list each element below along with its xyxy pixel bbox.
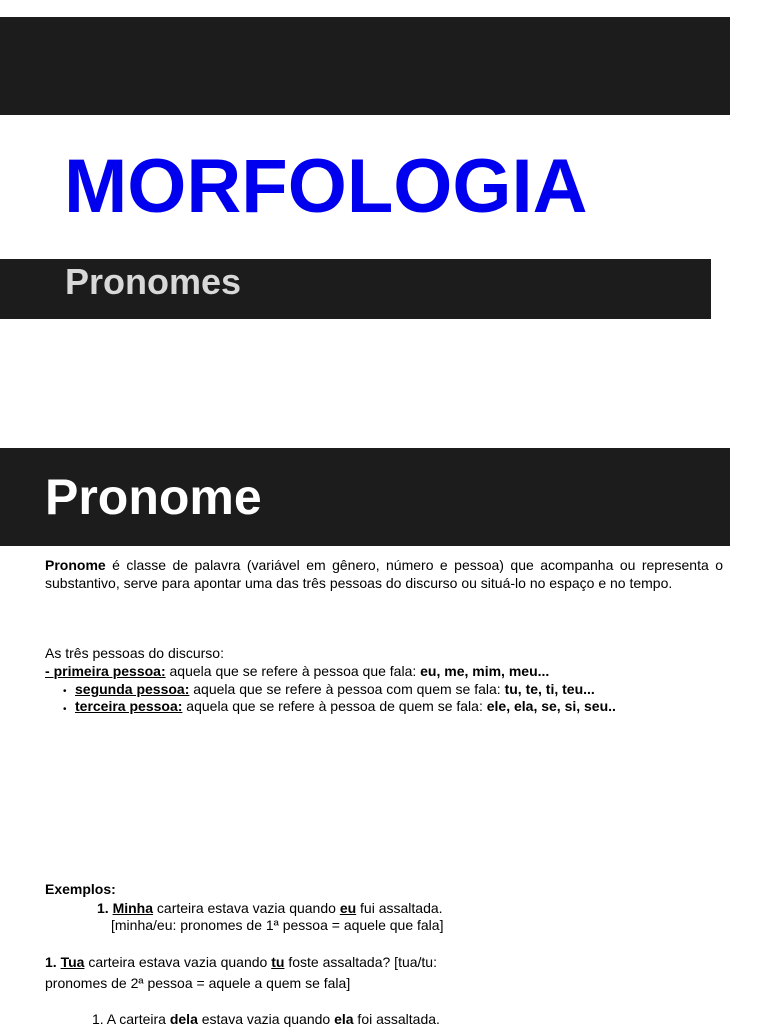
example-1-word-1: Minha bbox=[112, 900, 154, 916]
example-3-text-1: estava vazia quando bbox=[197, 1011, 335, 1027]
person-second bbox=[75, 681, 595, 699]
person-third-text: aquela que se refere à pessoa de quem se fala: bbox=[182, 698, 487, 714]
example-2-word-1: Tua bbox=[60, 954, 85, 970]
person-third bbox=[75, 698, 616, 716]
example-3-text-0: A carteira bbox=[103, 1011, 170, 1027]
example-3 bbox=[92, 1011, 440, 1029]
example-1-text-2: fui assaltada. bbox=[356, 900, 443, 916]
intro-paragraph bbox=[45, 557, 723, 592]
person-first-prefix: - bbox=[45, 663, 54, 679]
bullet-icon: • bbox=[63, 686, 67, 697]
person-first-label: primeira pessoa: bbox=[53, 663, 166, 679]
bullet-icon: • bbox=[63, 704, 67, 715]
intro-text: é classe de palavra (variável em gênero, número e pessoa) que acompanha ou representa o substantivo, serve para apontar uma das três pessoas do discurso ou situá-lo no espaço e no tempo. bbox=[45, 557, 723, 591]
example-1-text-1: carteira estava vazia quando bbox=[153, 900, 340, 916]
example-3-word-2: ela bbox=[334, 1011, 354, 1027]
page-title: MORFOLOGIA bbox=[64, 144, 588, 229]
intro-term: Pronome bbox=[45, 557, 106, 573]
examples-heading: Exemplos: bbox=[45, 881, 116, 897]
example-3-text-2: foi assaltada. bbox=[353, 1011, 440, 1027]
example-2 bbox=[45, 954, 437, 972]
example-2-number: 1. bbox=[45, 954, 57, 970]
example-2-line-2: pronomes de 2ª pessoa = aquele a quem se fala] bbox=[45, 975, 351, 991]
example-2-word-2: tu bbox=[271, 954, 285, 970]
person-third-examples: ele, ela, se, si, seu.. bbox=[486, 698, 616, 714]
example-1 bbox=[97, 900, 443, 918]
person-second-text: aquela que se refere à pessoa com quem se fala: bbox=[189, 681, 505, 697]
example-1-note: [minha/eu: pronomes de 1ª pessoa = aquele que fala] bbox=[111, 917, 444, 933]
example-3-number: 1. bbox=[92, 1011, 104, 1027]
person-first bbox=[45, 663, 549, 681]
page-subtitle: Pronomes bbox=[65, 261, 242, 302]
person-third-label: terceira pessoa: bbox=[75, 698, 183, 714]
example-1-number: 1. bbox=[97, 900, 109, 916]
person-second-label: segunda pessoa: bbox=[75, 681, 190, 697]
top-banner bbox=[0, 17, 730, 115]
person-second-examples: tu, te, ti, teu... bbox=[504, 681, 595, 697]
example-2-text-2: foste assaltada? [tua/tu: bbox=[284, 954, 437, 970]
person-first-examples: eu, me, mim, meu... bbox=[420, 663, 550, 679]
section-title: Pronome bbox=[45, 469, 262, 525]
example-1-word-2: eu bbox=[339, 900, 357, 916]
person-first-text: aquela que se refere à pessoa que fala: bbox=[165, 663, 421, 679]
persons-heading: As três pessoas do discurso: bbox=[45, 645, 224, 661]
example-3-word-1: dela bbox=[169, 1011, 198, 1027]
example-2-text-1: carteira estava vazia quando bbox=[84, 954, 272, 970]
